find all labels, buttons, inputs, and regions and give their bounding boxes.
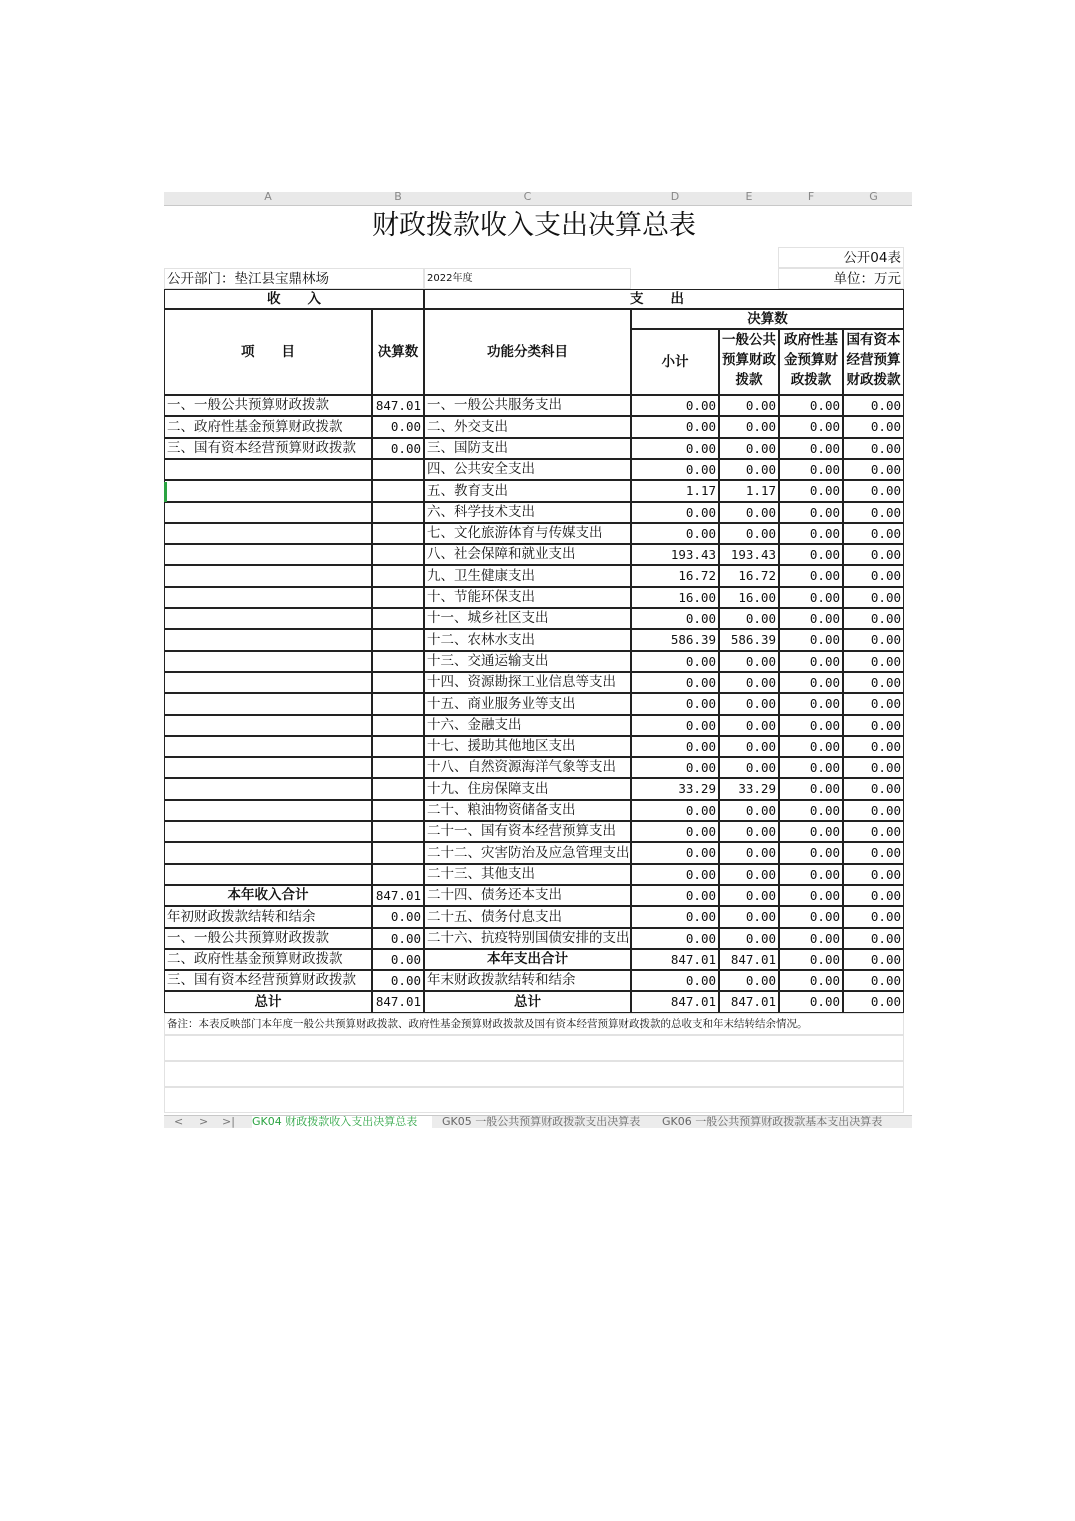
expense-general[interactable]: 16.00 <box>719 587 779 608</box>
expense-function[interactable]: 十七、援助其他地区支出 <box>424 736 631 757</box>
header-state-capital: 国有资本经营预算财政拨款 <box>843 329 904 395</box>
expense-function[interactable]: 年末财政拨款结转和结余 <box>424 970 631 991</box>
expense-fund[interactable]: 0.00 <box>779 885 843 906</box>
expense-function[interactable]: 二十六、抗疫特别国债安排的支出 <box>424 928 631 949</box>
income-amount[interactable] <box>372 736 424 757</box>
income-amount[interactable]: 847.01 <box>372 395 424 416</box>
sheet-tabs-bar <box>164 1115 912 1128</box>
expense-general[interactable]: 0.00 <box>719 715 779 736</box>
expense-fund[interactable]: 0.00 <box>779 693 843 715</box>
expense-general[interactable]: 0.00 <box>719 800 779 821</box>
income-item[interactable] <box>164 544 372 565</box>
expense-general[interactable]: 847.01 <box>719 991 779 1013</box>
expense-state[interactable]: 0.00 <box>843 587 904 608</box>
column-letter[interactable]: F <box>807 192 815 203</box>
expense-state[interactable]: 0.00 <box>843 842 904 864</box>
expense-state[interactable]: 0.00 <box>843 693 904 715</box>
column-header-bar <box>164 192 912 206</box>
expense-fund[interactable]: 0.00 <box>779 949 843 970</box>
expense-state[interactable]: 0.00 <box>843 906 904 928</box>
expense-general[interactable]: 0.00 <box>719 438 779 459</box>
expense-function[interactable]: 二十、粮油物资储备支出 <box>424 800 631 821</box>
expense-function[interactable]: 十九、住房保障支出 <box>424 778 631 800</box>
expense-subtotal[interactable]: 847.01 <box>631 991 719 1013</box>
expense-function[interactable]: 十六、金融支出 <box>424 715 631 736</box>
income-amount[interactable] <box>372 565 424 587</box>
expense-subtotal[interactable]: 0.00 <box>631 736 719 757</box>
expense-state[interactable]: 0.00 <box>843 672 904 693</box>
expense-subtotal[interactable]: 16.00 <box>631 587 719 608</box>
expense-fund[interactable]: 0.00 <box>779 480 843 502</box>
expense-fund[interactable]: 0.00 <box>779 523 843 544</box>
expense-general[interactable]: 0.00 <box>719 970 779 991</box>
expense-fund[interactable]: 0.00 <box>779 757 843 778</box>
expense-fund[interactable]: 0.00 <box>779 438 843 459</box>
expense-subtotal[interactable]: 1.17 <box>631 480 719 502</box>
header-subtotal: 小计 <box>631 329 719 395</box>
sheet-tab[interactable]: GK06 一般公共预算财政拨款基本支出决算表 <box>662 1116 883 1128</box>
header-function: 功能分类科目 <box>424 309 631 395</box>
income-amount[interactable]: 0.00 <box>372 970 424 991</box>
expense-fund[interactable]: 0.00 <box>779 608 843 629</box>
income-amount[interactable] <box>372 693 424 715</box>
income-item[interactable] <box>164 459 372 480</box>
income-item[interactable] <box>164 693 372 715</box>
expense-state[interactable]: 0.00 <box>843 395 904 416</box>
income-amount[interactable] <box>372 778 424 800</box>
expense-subtotal[interactable]: 0.00 <box>631 970 719 991</box>
expense-state[interactable]: 0.00 <box>843 651 904 672</box>
expense-function[interactable]: 十、节能环保支出 <box>424 587 631 608</box>
selected-cell-marker <box>164 482 167 502</box>
header-final: 决算数 <box>631 309 904 329</box>
expense-general[interactable]: 0.00 <box>719 523 779 544</box>
income-item[interactable] <box>164 800 372 821</box>
expense-subtotal[interactable]: 0.00 <box>631 651 719 672</box>
expense-general[interactable]: 847.01 <box>719 949 779 970</box>
expense-subtotal[interactable]: 847.01 <box>631 949 719 970</box>
expense-state[interactable]: 0.00 <box>843 757 904 778</box>
expense-fund[interactable]: 0.00 <box>779 821 843 842</box>
expense-subtotal[interactable]: 16.72 <box>631 565 719 587</box>
expense-subtotal[interactable]: 0.00 <box>631 693 719 715</box>
expense-header: 支 出 <box>424 289 904 309</box>
expense-general[interactable]: 0.00 <box>719 821 779 842</box>
expense-subtotal[interactable]: 0.00 <box>631 757 719 778</box>
income-item[interactable]: 二、政府性基金预算财政拨款 <box>164 949 372 970</box>
income-amount[interactable]: 0.00 <box>372 906 424 928</box>
income-item[interactable] <box>164 587 372 608</box>
income-item[interactable] <box>164 715 372 736</box>
expense-fund[interactable]: 0.00 <box>779 502 843 523</box>
expense-state[interactable]: 0.00 <box>843 970 904 991</box>
expense-function[interactable]: 六、科学技术支出 <box>424 502 631 523</box>
expense-state[interactable]: 0.00 <box>843 885 904 906</box>
expense-general[interactable]: 0.00 <box>719 651 779 672</box>
expense-general[interactable]: 0.00 <box>719 395 779 416</box>
expense-state[interactable]: 0.00 <box>843 949 904 970</box>
expense-function[interactable]: 一、一般公共服务支出 <box>424 395 631 416</box>
income-amount[interactable]: 0.00 <box>372 949 424 970</box>
income-amount[interactable]: 0.00 <box>372 438 424 459</box>
income-item[interactable]: 一、一般公共预算财政拨款 <box>164 928 372 949</box>
expense-fund[interactable]: 0.00 <box>779 587 843 608</box>
income-header: 收 入 <box>164 289 424 309</box>
expense-fund[interactable]: 0.00 <box>779 906 843 928</box>
expense-function[interactable]: 十四、资源勘探工业信息等支出 <box>424 672 631 693</box>
expense-general[interactable]: 0.00 <box>719 757 779 778</box>
expense-state[interactable]: 0.00 <box>843 416 904 438</box>
income-amount[interactable]: 847.01 <box>372 991 424 1013</box>
sheet-title: 财政拨款收入支出决算总表 <box>372 210 696 241</box>
tab-next-icon[interactable]: > <box>199 1115 209 1128</box>
expense-subtotal[interactable]: 0.00 <box>631 885 719 906</box>
expense-general[interactable]: 0.00 <box>719 842 779 864</box>
income-item[interactable]: 年初财政拨款结转和结余 <box>164 906 372 928</box>
income-amount[interactable]: 847.01 <box>372 885 424 906</box>
department-label: 公开部门：垫江县宝鼎林场 <box>164 268 424 289</box>
income-amount[interactable] <box>372 587 424 608</box>
expense-subtotal[interactable]: 586.39 <box>631 629 719 651</box>
income-amount[interactable] <box>372 523 424 544</box>
expense-function[interactable]: 二十五、债务付息支出 <box>424 906 631 928</box>
income-item[interactable] <box>164 864 372 885</box>
expense-subtotal[interactable]: 0.00 <box>631 395 719 416</box>
header-general-budget: 一般公共预算财政拨款 <box>719 329 779 395</box>
expense-state[interactable]: 0.00 <box>843 480 904 502</box>
income-item[interactable] <box>164 502 372 523</box>
expense-function[interactable]: 十二、农林水支出 <box>424 629 631 651</box>
expense-state[interactable]: 0.00 <box>843 523 904 544</box>
expense-general[interactable]: 0.00 <box>719 459 779 480</box>
expense-state[interactable]: 0.00 <box>843 459 904 480</box>
income-item[interactable] <box>164 480 372 502</box>
income-item[interactable] <box>164 757 372 778</box>
income-item[interactable]: 三、国有资本经营预算财政拨款 <box>164 438 372 459</box>
expense-function[interactable]: 二十四、债务还本支出 <box>424 885 631 906</box>
income-amount[interactable] <box>372 459 424 480</box>
expense-general[interactable]: 16.72 <box>719 565 779 587</box>
expense-state[interactable]: 0.00 <box>843 778 904 800</box>
expense-subtotal[interactable]: 0.00 <box>631 906 719 928</box>
unit-label: 单位：万元 <box>778 268 904 289</box>
header-fund-budget: 政府性基金预算财政拨款 <box>779 329 843 395</box>
income-item[interactable]: 本年收入合计 <box>164 885 372 906</box>
income-item[interactable] <box>164 608 372 629</box>
income-amount[interactable] <box>372 480 424 502</box>
tab-prev-icon[interactable]: < <box>174 1115 184 1128</box>
column-letter[interactable]: E <box>745 192 753 203</box>
expense-state[interactable]: 0.00 <box>843 438 904 459</box>
income-amount[interactable] <box>372 651 424 672</box>
column-letter[interactable]: G <box>869 192 878 203</box>
expense-function[interactable]: 十五、商业服务业等支出 <box>424 693 631 715</box>
expense-subtotal[interactable]: 0.00 <box>631 821 719 842</box>
form-code: 公开04表 <box>778 247 904 268</box>
income-item[interactable] <box>164 629 372 651</box>
expense-function[interactable]: 七、文化旅游体育与传媒支出 <box>424 523 631 544</box>
expense-fund[interactable]: 0.00 <box>779 842 843 864</box>
expense-subtotal[interactable]: 0.00 <box>631 608 719 629</box>
spreadsheet-sheet <box>164 192 912 1128</box>
expense-general[interactable]: 0.00 <box>719 864 779 885</box>
expense-subtotal[interactable]: 0.00 <box>631 502 719 523</box>
expense-function[interactable]: 二、外交支出 <box>424 416 631 438</box>
income-item[interactable] <box>164 565 372 587</box>
income-item[interactable]: 总计 <box>164 991 372 1013</box>
income-item[interactable] <box>164 523 372 544</box>
expense-fund[interactable]: 0.00 <box>779 416 843 438</box>
expense-fund[interactable]: 0.00 <box>779 800 843 821</box>
column-letter[interactable]: C <box>523 192 532 203</box>
income-amount[interactable] <box>372 629 424 651</box>
income-item[interactable] <box>164 651 372 672</box>
expense-subtotal[interactable]: 0.00 <box>631 928 719 949</box>
expense-general[interactable]: 0.00 <box>719 502 779 523</box>
expense-state[interactable]: 0.00 <box>843 991 904 1013</box>
expense-fund[interactable]: 0.00 <box>779 395 843 416</box>
expense-general[interactable]: 0.00 <box>719 928 779 949</box>
expense-general[interactable]: 0.00 <box>719 736 779 757</box>
expense-function[interactable]: 八、社会保障和就业支出 <box>424 544 631 565</box>
income-amount[interactable]: 0.00 <box>372 928 424 949</box>
income-amount[interactable] <box>372 672 424 693</box>
expense-state[interactable]: 0.00 <box>843 502 904 523</box>
expense-fund[interactable]: 0.00 <box>779 459 843 480</box>
expense-general[interactable]: 0.00 <box>719 416 779 438</box>
expense-state[interactable]: 0.00 <box>843 736 904 757</box>
income-amount[interactable] <box>372 864 424 885</box>
table-grid <box>164 205 904 1095</box>
expense-general[interactable]: 0.00 <box>719 906 779 928</box>
expense-function[interactable]: 二十二、灾害防治及应急管理支出 <box>424 842 631 864</box>
income-item[interactable] <box>164 672 372 693</box>
expense-general[interactable]: 193.43 <box>719 544 779 565</box>
income-amount[interactable] <box>372 800 424 821</box>
expense-function[interactable]: 十八、自然资源海洋气象等支出 <box>424 757 631 778</box>
empty-row <box>164 1035 904 1061</box>
expense-function[interactable]: 二十三、其他支出 <box>424 864 631 885</box>
income-item[interactable]: 一、一般公共预算财政拨款 <box>164 395 372 416</box>
column-letter[interactable]: D <box>670 192 680 203</box>
expense-subtotal[interactable]: 0.00 <box>631 523 719 544</box>
expense-state[interactable]: 0.00 <box>843 565 904 587</box>
expense-function[interactable]: 三、国防支出 <box>424 438 631 459</box>
expense-subtotal[interactable]: 0.00 <box>631 800 719 821</box>
income-amount[interactable] <box>372 608 424 629</box>
expense-general[interactable]: 0.00 <box>719 672 779 693</box>
expense-fund[interactable]: 0.00 <box>779 864 843 885</box>
year-label: 2022年度 <box>424 268 631 289</box>
expense-subtotal[interactable]: 0.00 <box>631 842 719 864</box>
expense-function[interactable]: 二十一、国有资本经营预算支出 <box>424 821 631 842</box>
column-letter[interactable]: A <box>264 192 272 203</box>
expense-fund[interactable]: 0.00 <box>779 928 843 949</box>
expense-state[interactable]: 0.00 <box>843 608 904 629</box>
header-item: 项 目 <box>164 309 372 395</box>
income-item[interactable] <box>164 778 372 800</box>
expense-state[interactable]: 0.00 <box>843 800 904 821</box>
expense-subtotal[interactable]: 0.00 <box>631 672 719 693</box>
expense-function[interactable]: 十三、交通运输支出 <box>424 651 631 672</box>
income-item[interactable]: 三、国有资本经营预算财政拨款 <box>164 970 372 991</box>
expense-function[interactable]: 本年支出合计 <box>424 949 631 970</box>
expense-state[interactable]: 0.00 <box>843 928 904 949</box>
expense-fund[interactable]: 0.00 <box>779 970 843 991</box>
expense-fund[interactable]: 0.00 <box>779 565 843 587</box>
expense-general[interactable]: 0.00 <box>719 885 779 906</box>
expense-fund[interactable]: 0.00 <box>779 629 843 651</box>
income-amount[interactable]: 0.00 <box>372 416 424 438</box>
expense-state[interactable]: 0.00 <box>843 864 904 885</box>
expense-general[interactable]: 1.17 <box>719 480 779 502</box>
column-letter[interactable]: B <box>394 192 402 203</box>
expense-fund[interactable]: 0.00 <box>779 544 843 565</box>
expense-fund[interactable]: 0.00 <box>779 736 843 757</box>
income-amount[interactable] <box>372 544 424 565</box>
expense-general[interactable]: 586.39 <box>719 629 779 651</box>
expense-subtotal[interactable]: 0.00 <box>631 715 719 736</box>
income-amount[interactable] <box>372 821 424 842</box>
expense-subtotal[interactable]: 0.00 <box>631 864 719 885</box>
sheet-tab[interactable]: GK04 财政拨款收入支出决算总表 <box>252 1116 432 1128</box>
expense-function[interactable]: 十一、城乡社区支出 <box>424 608 631 629</box>
expense-state[interactable]: 0.00 <box>843 821 904 842</box>
expense-general[interactable]: 0.00 <box>719 693 779 715</box>
expense-state[interactable]: 0.00 <box>843 629 904 651</box>
income-amount[interactable] <box>372 715 424 736</box>
expense-state[interactable]: 0.00 <box>843 715 904 736</box>
expense-fund[interactable]: 0.00 <box>779 991 843 1013</box>
expense-fund[interactable]: 0.00 <box>779 651 843 672</box>
income-amount[interactable] <box>372 757 424 778</box>
income-amount[interactable] <box>372 502 424 523</box>
expense-subtotal[interactable]: 33.29 <box>631 778 719 800</box>
expense-subtotal[interactable]: 0.00 <box>631 459 719 480</box>
expense-function[interactable]: 五、教育支出 <box>424 480 631 502</box>
note-text: 备注：本表反映部门本年度一般公共预算财政拨款、政府性基金预算财政拨款及国有资本经营预算财政拨款的总收支和年末结转结余情况。 <box>164 1013 904 1035</box>
income-item[interactable] <box>164 736 372 757</box>
income-item[interactable] <box>164 842 372 864</box>
tab-last-icon[interactable]: >| <box>222 1115 235 1128</box>
expense-general[interactable]: 33.29 <box>719 778 779 800</box>
income-item[interactable] <box>164 821 372 842</box>
expense-function[interactable]: 九、卫生健康支出 <box>424 565 631 587</box>
sheet-tab[interactable]: GK05 一般公共预算财政拨款支出决算表 <box>442 1116 641 1128</box>
expense-function[interactable]: 四、公共安全支出 <box>424 459 631 480</box>
empty-row <box>164 1061 904 1087</box>
expense-fund[interactable]: 0.00 <box>779 672 843 693</box>
empty-row <box>164 1087 904 1113</box>
expense-fund[interactable]: 0.00 <box>779 778 843 800</box>
expense-subtotal[interactable]: 193.43 <box>631 544 719 565</box>
expense-subtotal[interactable]: 0.00 <box>631 416 719 438</box>
expense-subtotal[interactable]: 0.00 <box>631 438 719 459</box>
expense-state[interactable]: 0.00 <box>843 544 904 565</box>
income-amount[interactable] <box>372 842 424 864</box>
expense-function[interactable]: 总计 <box>424 991 631 1013</box>
header-amount: 决算数 <box>372 309 424 395</box>
expense-fund[interactable]: 0.00 <box>779 715 843 736</box>
income-item[interactable]: 二、政府性基金预算财政拨款 <box>164 416 372 438</box>
expense-general[interactable]: 0.00 <box>719 608 779 629</box>
